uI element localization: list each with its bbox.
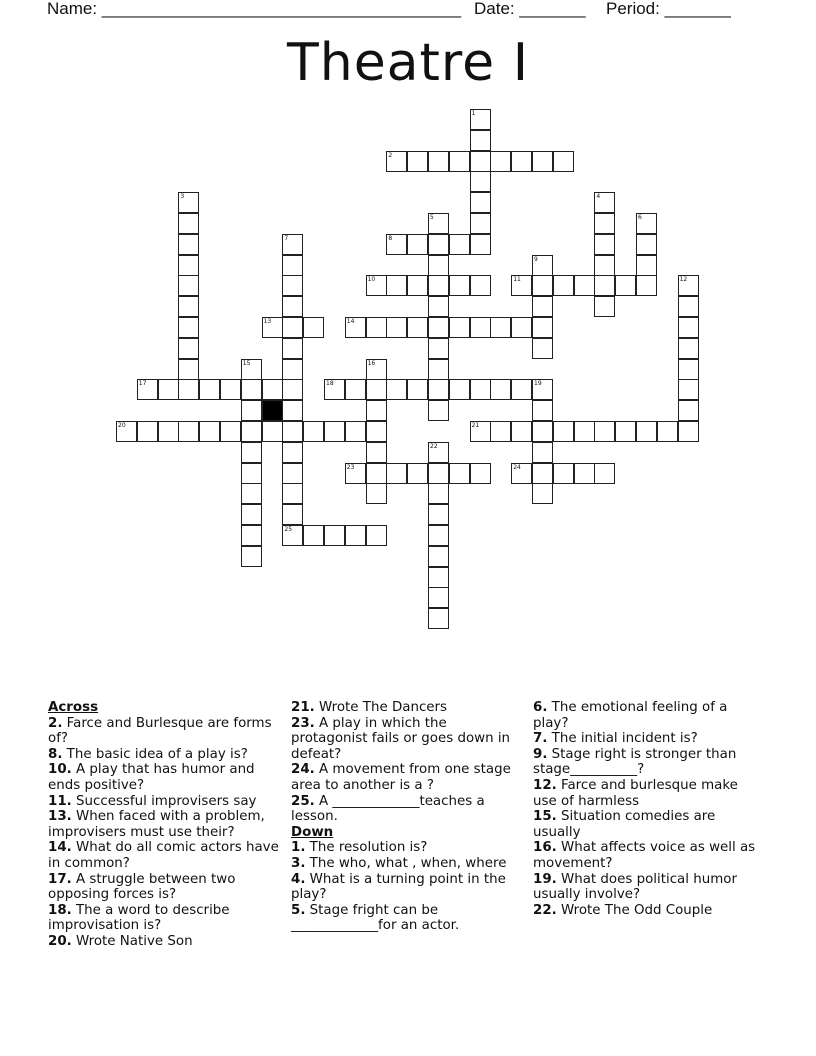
grid-cell[interactable]: [449, 317, 470, 338]
down-clue: [291, 856, 523, 872]
grid-cell[interactable]: [386, 463, 407, 484]
clue-number: 14.: [48, 840, 72, 856]
clue-number: 5.: [291, 902, 306, 918]
clue-number: 5: [430, 214, 434, 221]
grid-cell[interactable]: [345, 525, 366, 546]
across-clue: [48, 872, 280, 903]
grid-cell[interactable]: [678, 317, 699, 338]
grid-cell[interactable]: [137, 421, 158, 442]
grid-cell[interactable]: [282, 421, 303, 442]
grid-cell[interactable]: [241, 442, 262, 463]
across-clue: [48, 809, 280, 840]
clue-text: Wrote The Dancers: [314, 700, 448, 715]
clue-number: 11.: [48, 793, 72, 809]
grid-cell[interactable]: [574, 421, 595, 442]
grid-cell[interactable]: [241, 463, 262, 484]
grid-cell[interactable]: [428, 525, 449, 546]
clue-number: 4: [596, 193, 601, 201]
clue-text: A play in which the protagonist fails or goes down in defeat?: [291, 715, 511, 762]
grid-cell[interactable]: [470, 317, 491, 338]
grid-cell[interactable]: [178, 255, 199, 276]
across-clue: [48, 903, 280, 934]
grid-cell[interactable]: [178, 359, 199, 380]
grid-cell[interactable]: [532, 317, 553, 338]
grid-cell[interactable]: [282, 359, 303, 380]
grid-cell[interactable]: [282, 275, 303, 296]
grid-cell[interactable]: [178, 234, 199, 255]
crossword-grid: [116, 109, 700, 631]
grid-cell[interactable]: [449, 463, 470, 484]
clue-number: 12.: [533, 777, 557, 793]
clue-text: Successful improvisers say: [71, 793, 257, 809]
clue-number: 9: [534, 255, 538, 263]
grid-cell[interactable]: [615, 421, 636, 442]
grid-cell[interactable]: [324, 525, 345, 546]
grid-cell[interactable]: [532, 151, 553, 172]
clue-text: A play that has humor and ends positive?: [48, 762, 255, 793]
grid-cell[interactable]: [366, 275, 387, 296]
clue-text: When faced with a problem, improvisers must use their?: [48, 809, 265, 840]
clue-text: Stage right is stronger than stage__________?: [533, 746, 737, 778]
grid-cell[interactable]: [407, 317, 428, 338]
grid-cell[interactable]: [282, 317, 303, 338]
grid-cell[interactable]: [262, 379, 283, 400]
down-clue: [291, 903, 523, 934]
down-clue: [533, 778, 765, 809]
clue-text: Farce and burlesque make use of harmless: [533, 777, 738, 809]
grid-cell[interactable]: [158, 379, 179, 400]
grid-cell[interactable]: [470, 379, 491, 400]
grid-cell[interactable]: [366, 379, 387, 400]
grid-cell[interactable]: [241, 421, 262, 442]
grid-cell[interactable]: [428, 213, 449, 234]
grid-cell[interactable]: [470, 192, 491, 213]
grid-cell[interactable]: [366, 442, 387, 463]
clue-number: 16: [367, 359, 376, 367]
grid-cell[interactable]: [532, 275, 553, 296]
grid-cell[interactable]: [532, 463, 553, 484]
grid-cell[interactable]: [428, 567, 449, 588]
clue-number: 7.: [533, 731, 548, 747]
grid-cell[interactable]: [594, 275, 615, 296]
grid-cell[interactable]: [636, 213, 657, 234]
clue-number: 18.: [48, 902, 72, 918]
clue-number: 24.: [291, 762, 315, 778]
grid-cell[interactable]: [220, 379, 241, 400]
date-field[interactable]: Date: _______: [474, 0, 586, 18]
grid-cell[interactable]: [428, 504, 449, 525]
grid-cell[interactable]: [366, 400, 387, 421]
grid-cell[interactable]: [282, 400, 303, 421]
across-clue: [291, 762, 523, 793]
across-clue: [48, 747, 280, 763]
down-clue: [533, 700, 765, 731]
across-clue-list: [48, 716, 280, 950]
clue-number: 3: [180, 193, 185, 201]
grid-cell[interactable]: [262, 317, 283, 338]
clue-number: 12: [679, 276, 688, 284]
across-clue: [48, 762, 280, 793]
grid-cell[interactable]: [241, 546, 262, 567]
grid-cell[interactable]: [178, 296, 199, 317]
grid-cell[interactable]: [303, 525, 324, 546]
grid-cell[interactable]: [407, 275, 428, 296]
clue-number: 21: [471, 422, 480, 429]
grid-cell[interactable]: [345, 463, 366, 484]
grid-cell[interactable]: [345, 317, 366, 338]
grid-cell[interactable]: [178, 192, 199, 213]
grid-cell[interactable]: [594, 421, 615, 442]
clue-number: 8.: [48, 746, 63, 762]
clue-text: What do all comic actors have in common?: [48, 840, 279, 871]
clue-number: 10: [367, 276, 376, 284]
across-clue: [48, 934, 280, 950]
clue-number: 2.: [48, 715, 63, 731]
clue-number: 17: [138, 380, 147, 388]
grid-cell[interactable]: [678, 338, 699, 359]
down-clue: [291, 872, 523, 903]
grid-cell[interactable]: [532, 421, 553, 442]
clue-text: What is a turning point in the play?: [291, 871, 506, 903]
grid-cell[interactable]: [470, 151, 491, 172]
clue-number: 20.: [48, 933, 72, 949]
grid-cell[interactable]: [407, 151, 428, 172]
grid-cell[interactable]: [178, 338, 199, 359]
grid-cell[interactable]: [490, 379, 511, 400]
grid-cell[interactable]: [428, 587, 449, 608]
grid-cell[interactable]: [158, 421, 179, 442]
clue-text: Situation comedies are usually: [533, 809, 716, 840]
across-heading: Across: [48, 700, 99, 715]
grid-cell[interactable]: [553, 151, 574, 172]
grid-cell[interactable]: [178, 213, 199, 234]
grid-cell[interactable]: [241, 525, 262, 546]
grid-cell[interactable]: [678, 296, 699, 317]
clue-text: The a word to describe improvisation is?: [48, 902, 230, 934]
grid-cell[interactable]: [262, 421, 283, 442]
down-clue-list: [291, 840, 523, 934]
grid-cell[interactable]: [303, 421, 324, 442]
clue-column-1: [48, 700, 280, 950]
grid-cell[interactable]: [449, 275, 470, 296]
grid-cell[interactable]: [241, 483, 262, 504]
down-clue: [533, 809, 765, 840]
clue-text: Stage fright can be _____________for an actor.: [291, 902, 460, 934]
clue-number: 7: [284, 234, 289, 242]
grid-cell[interactable]: [532, 379, 553, 400]
grid-cell[interactable]: [470, 213, 491, 234]
worksheet-header: [47, 0, 747, 20]
grid-cell[interactable]: [282, 234, 303, 255]
grid-cell[interactable]: [532, 255, 553, 276]
grid-cell[interactable]: [282, 463, 303, 484]
grid-cell[interactable]: [490, 317, 511, 338]
clue-text: Wrote The Odd Couple: [556, 902, 713, 918]
grid-cell[interactable]: [532, 442, 553, 463]
grid-cell[interactable]: [636, 275, 657, 296]
grid-cell[interactable]: [470, 275, 491, 296]
clue-number: 15: [242, 359, 251, 367]
grid-cell[interactable]: [449, 151, 470, 172]
clue-number: 6: [638, 214, 642, 221]
grid-cell[interactable]: [553, 463, 574, 484]
grid-cell[interactable]: [282, 379, 303, 400]
grid-cell[interactable]: [678, 379, 699, 400]
grid-cell[interactable]: [532, 400, 553, 421]
clue-number: 8: [388, 234, 393, 242]
grid-cell[interactable]: [428, 296, 449, 317]
grid-cell[interactable]: [511, 317, 532, 338]
grid-cell[interactable]: [449, 379, 470, 400]
grid-cell[interactable]: [282, 296, 303, 317]
grid-cell[interactable]: [470, 234, 491, 255]
page-title: Theatre I: [286, 33, 530, 93]
clue-number: 23.: [291, 715, 315, 731]
grid-cell[interactable]: [594, 463, 615, 484]
grid-cell[interactable]: [428, 400, 449, 421]
period-field[interactable]: Period: _______: [606, 0, 731, 18]
grid-cell[interactable]: [386, 275, 407, 296]
grid-cell[interactable]: [490, 151, 511, 172]
down-clue: [291, 840, 523, 856]
clue-number: 19.: [533, 871, 557, 887]
clue-number: 24: [513, 463, 521, 471]
grid-cell[interactable]: [324, 421, 345, 442]
grid-cell[interactable]: [428, 359, 449, 380]
clue-number: 13: [263, 318, 272, 325]
grid-cell[interactable]: [220, 421, 241, 442]
grid-cell[interactable]: [511, 379, 532, 400]
grid-cell[interactable]: [678, 421, 699, 442]
clue-number: 23: [346, 463, 355, 471]
clue-column-2: [291, 700, 523, 934]
grid-cell[interactable]: [678, 400, 699, 421]
grid-cell[interactable]: [241, 504, 262, 525]
grid-cell[interactable]: [366, 317, 387, 338]
clue-number: 13.: [48, 809, 72, 825]
grid-cell[interactable]: [366, 483, 387, 504]
grid-cell[interactable]: [407, 463, 428, 484]
grid-cell[interactable]: [428, 483, 449, 504]
grid-cell[interactable]: [428, 234, 449, 255]
clue-number: 9.: [533, 746, 548, 762]
grid-cell[interactable]: [282, 338, 303, 359]
grid-cell[interactable]: [449, 234, 470, 255]
clue-text: The who, what , when, where: [305, 855, 507, 871]
clue-number: 1: [471, 110, 476, 117]
grid-cell[interactable]: [386, 151, 407, 172]
grid-cell[interactable]: [137, 379, 158, 400]
down-clue: [533, 731, 765, 747]
across-clue: [291, 716, 523, 763]
clue-number: 19: [534, 380, 542, 388]
clue-text: A movement from one stage area to another is a ?: [291, 762, 511, 793]
across-clue-list-continued: [291, 700, 523, 825]
clue-text: Farce and Burlesque are forms of?: [48, 715, 272, 747]
grid-cell[interactable]: [470, 171, 491, 192]
grid-cell[interactable]: [178, 275, 199, 296]
grid-cell[interactable]: [199, 379, 220, 400]
grid-cell[interactable]: [490, 421, 511, 442]
clue-text: Wrote Native Son: [71, 933, 193, 949]
grid-cell[interactable]: [324, 379, 345, 400]
grid-cell[interactable]: [241, 359, 262, 380]
grid-cell[interactable]: [636, 234, 657, 255]
grid-cell[interactable]: [532, 338, 553, 359]
grid-cell[interactable]: [241, 400, 262, 421]
grid-cell[interactable]: [282, 255, 303, 276]
clue-number: 1.: [291, 840, 306, 856]
grid-cell[interactable]: [511, 151, 532, 172]
grid-cell[interactable]: [282, 442, 303, 463]
grid-cell[interactable]: [678, 359, 699, 380]
grid-cell[interactable]: [366, 525, 387, 546]
grid-cell[interactable]: [428, 317, 449, 338]
clue-number: 22: [430, 442, 438, 450]
clue-column-3: [533, 700, 765, 918]
clue-number: 4.: [291, 871, 306, 887]
grid-cell[interactable]: [178, 421, 199, 442]
across-clue: [291, 700, 523, 716]
grid-cell[interactable]: [428, 442, 449, 463]
clue-text: A struggle between two opposing forces is?: [48, 871, 236, 903]
grid-cell[interactable]: [532, 483, 553, 504]
down-clue: [533, 840, 765, 871]
grid-cell[interactable]: [553, 275, 574, 296]
clue-text: The resolution is?: [305, 840, 428, 856]
clue-text: What does political humor usually involve?: [533, 871, 737, 903]
down-clue: [533, 903, 765, 919]
grid-cell[interactable]: [303, 317, 324, 338]
grid-cell[interactable]: [282, 525, 303, 546]
grid-cell[interactable]: [345, 379, 366, 400]
grid-cell[interactable]: [428, 379, 449, 400]
grid-cell[interactable]: [470, 130, 491, 151]
grid-cell[interactable]: [428, 463, 449, 484]
grid-cell[interactable]: [574, 463, 595, 484]
clue-number: 11: [513, 276, 521, 284]
grid-cell[interactable]: [428, 151, 449, 172]
name-field[interactable]: Name: ______________________________________: [47, 0, 462, 18]
clue-text: What affects voice as well as movement?: [533, 840, 756, 871]
grid-cell[interactable]: [511, 463, 532, 484]
clue-number: 16.: [533, 840, 557, 856]
grid-cell[interactable]: [553, 421, 574, 442]
grid-cell[interactable]: [428, 546, 449, 567]
grid-cell[interactable]: [657, 421, 678, 442]
grid-cell[interactable]: [532, 296, 553, 317]
grid-cell[interactable]: [428, 275, 449, 296]
grid-cell[interactable]: [511, 421, 532, 442]
grid-cell[interactable]: [428, 338, 449, 359]
clue-text: The initial incident is?: [547, 731, 698, 747]
grid-cell[interactable]: [594, 213, 615, 234]
clue-text: The emotional feeling of a play?: [533, 700, 728, 731]
clue-number: 22.: [533, 902, 557, 918]
grid-cell[interactable]: [366, 421, 387, 442]
clue-number: 3.: [291, 855, 306, 871]
grid-cell[interactable]: [636, 421, 657, 442]
grid-cell[interactable]: [594, 192, 615, 213]
grid-cell[interactable]: [428, 608, 449, 629]
grid-cell[interactable]: [345, 421, 366, 442]
clue-number: 15.: [533, 809, 557, 825]
clue-number: 10.: [48, 762, 72, 778]
black-cell: [262, 400, 283, 421]
down-clue-list-continued: [533, 700, 765, 918]
clue-number: 25: [284, 526, 293, 533]
grid-cell[interactable]: [574, 275, 595, 296]
across-clue: [48, 716, 280, 747]
grid-cell[interactable]: [428, 255, 449, 276]
down-clue: [533, 872, 765, 903]
clue-number: 21.: [291, 700, 315, 715]
clue-text: A _____________teaches a lesson.: [291, 793, 485, 825]
across-clue: [48, 794, 280, 810]
grid-cell[interactable]: [594, 234, 615, 255]
grid-cell[interactable]: [116, 421, 137, 442]
grid-cell[interactable]: [241, 379, 262, 400]
clue-number: 17.: [48, 871, 72, 887]
grid-cell[interactable]: [407, 234, 428, 255]
across-clue: [291, 794, 523, 825]
grid-cell[interactable]: [511, 275, 532, 296]
clue-number: 2: [388, 151, 393, 159]
grid-cell[interactable]: [594, 255, 615, 276]
clue-text: The basic idea of a play is?: [62, 746, 248, 762]
grid-cell[interactable]: [594, 296, 615, 317]
grid-cell[interactable]: [366, 463, 387, 484]
grid-cell[interactable]: [386, 317, 407, 338]
grid-cell[interactable]: [282, 483, 303, 504]
grid-cell[interactable]: [615, 275, 636, 296]
grid-cell[interactable]: [199, 421, 220, 442]
grid-cell[interactable]: [470, 463, 491, 484]
grid-cell[interactable]: [678, 275, 699, 296]
grid-cell[interactable]: [178, 379, 199, 400]
across-clue: [48, 840, 280, 871]
grid-cell[interactable]: [407, 379, 428, 400]
clue-number: 6.: [533, 700, 548, 715]
grid-cell[interactable]: [470, 421, 491, 442]
clue-number: 25.: [291, 793, 315, 809]
grid-cell[interactable]: [386, 379, 407, 400]
down-heading: Down: [291, 824, 334, 840]
grid-cell[interactable]: [178, 317, 199, 338]
clue-number: 14: [346, 318, 355, 325]
grid-cell[interactable]: [366, 359, 387, 380]
grid-cell[interactable]: [386, 234, 407, 255]
grid-cell[interactable]: [282, 504, 303, 525]
down-clue: [533, 747, 765, 778]
clue-number: 18: [326, 380, 334, 388]
grid-cell[interactable]: [470, 109, 491, 130]
clue-number: 20: [118, 422, 126, 429]
grid-cell[interactable]: [636, 255, 657, 276]
